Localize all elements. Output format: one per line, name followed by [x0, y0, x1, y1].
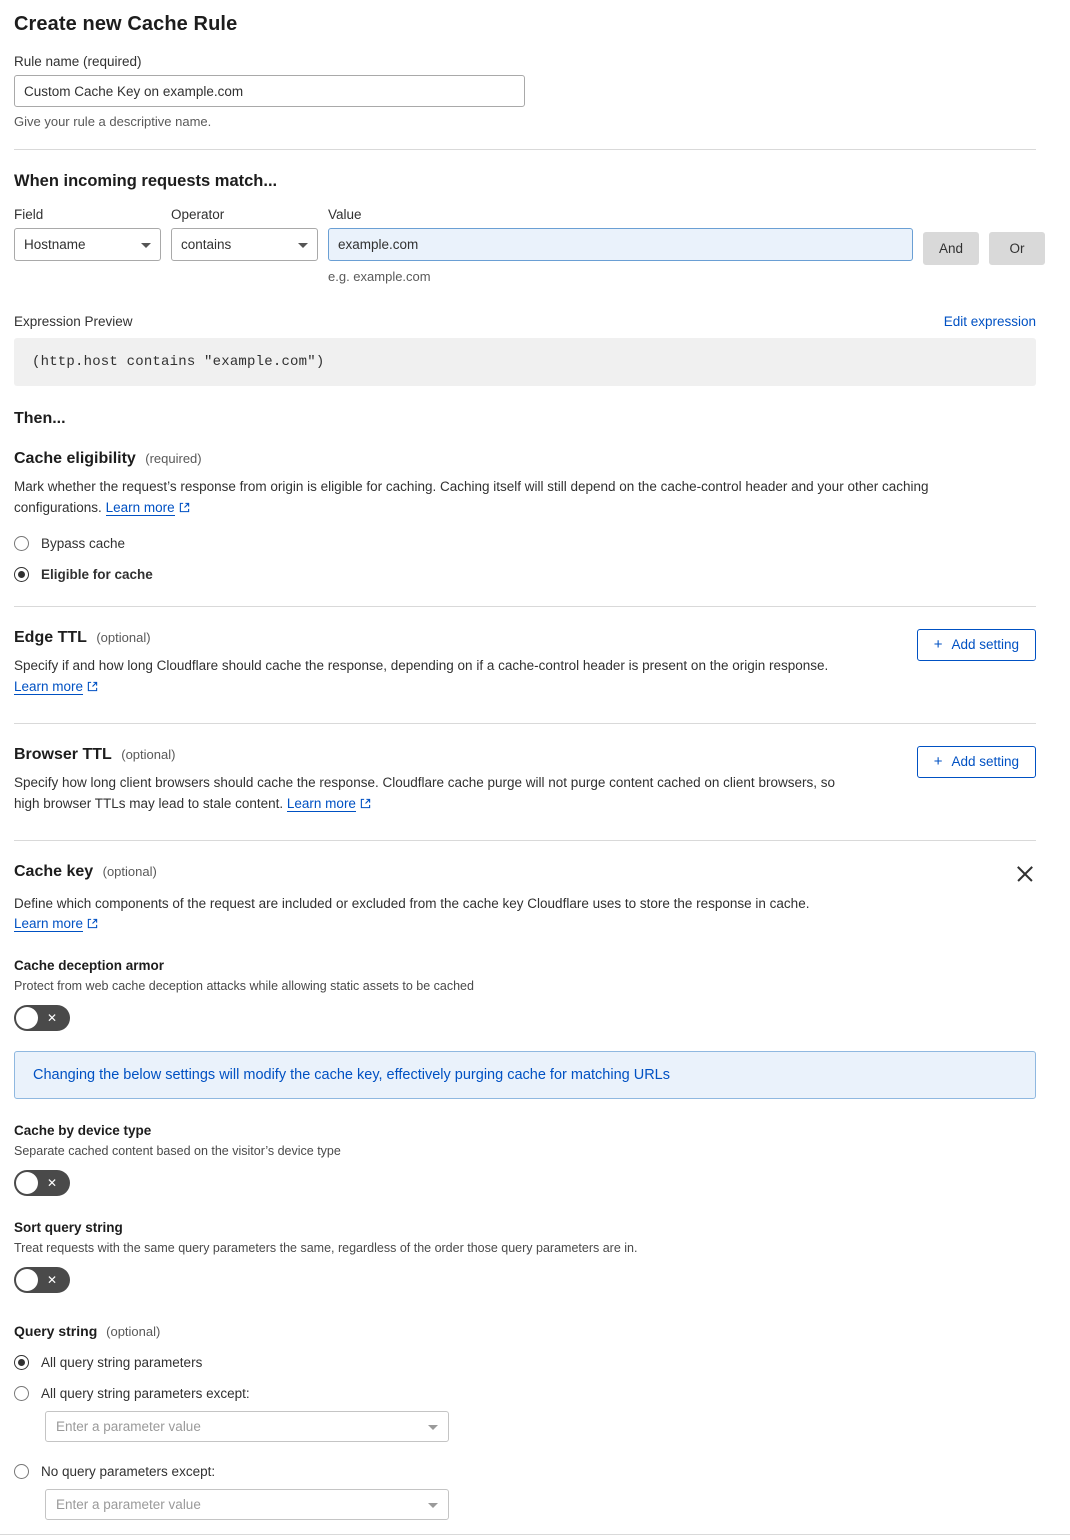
bottom-bar: [0, 1534, 1070, 1540]
cache-by-device-type-title: Cache by device type: [14, 1123, 152, 1139]
edge-ttl-add-setting-label: Add setting: [951, 637, 1019, 653]
cache-key-optional-tag: (optional): [102, 863, 157, 879]
cache-key-description: [14, 894, 894, 937]
then-heading: Then...: [14, 410, 66, 427]
value-column: [328, 207, 913, 284]
external-link-icon: [179, 499, 190, 520]
field-label: Field: [14, 207, 44, 222]
operator-label: Operator: [171, 207, 225, 222]
query-string-optional-tag: (optional): [106, 1324, 161, 1340]
rule-name-label: Rule name (required): [14, 54, 142, 69]
all-except-parameter-input[interactable]: [45, 1411, 449, 1442]
query-string-title: Query string: [14, 1323, 98, 1340]
operator-select[interactable]: [171, 228, 318, 261]
plus-icon: +: [933, 636, 943, 654]
toggle-knob: [16, 1269, 38, 1291]
edge-ttl-title-row: [14, 629, 844, 647]
match-heading: When incoming requests match...: [14, 172, 278, 190]
radio-eligible-for-cache[interactable]: [14, 567, 1036, 582]
page-title: Create new Cache Rule: [14, 13, 238, 35]
toggle-knob: [16, 1007, 38, 1029]
cache-by-device-type-toggle[interactable]: [14, 1170, 70, 1196]
radio-no-query-parameters-except-label: No query parameters except:: [41, 1464, 216, 1480]
radio-icon: [14, 1386, 29, 1401]
value-label: Value: [328, 207, 362, 222]
logic-buttons: [923, 232, 1045, 265]
radio-icon: [14, 1464, 29, 1479]
edge-ttl-description: [14, 656, 844, 699]
cache-eligibility-section: [14, 450, 1036, 582]
radio-icon: [14, 536, 29, 551]
edge-ttl-heading: Edge TTL: [14, 628, 87, 646]
expression-preview-label: Expression Preview: [14, 314, 133, 329]
match-row: [14, 207, 1036, 284]
browser-ttl-section: [14, 724, 1036, 816]
no-except-parameter-input[interactable]: [45, 1489, 449, 1520]
radio-all-query-string-parameters-except[interactable]: [14, 1386, 1036, 1401]
operator-column: [171, 207, 318, 261]
cache-eligibility-heading: Cache eligibility: [14, 450, 136, 467]
operator-select-value: contains: [181, 237, 232, 252]
cache-eligibility-required-tag: (required): [145, 451, 202, 466]
cache-eligibility-description: [14, 477, 1014, 520]
rule-name-group: [14, 54, 1036, 129]
value-input[interactable]: [328, 228, 913, 261]
cache-eligibility-description-text: Mark whether the request’s response from origin is eligible for caching. Caching itself will still depend on the cache-control header and your other caching configurations.: [14, 479, 929, 515]
field-column: [14, 207, 161, 261]
cache-eligibility-learn-more-link[interactable]: Learn more: [105, 499, 175, 515]
radio-all-query-string-parameters-except-label: All query string parameters except:: [41, 1386, 250, 1402]
browser-ttl-description-text: Specify how long client browsers should cache the response. Cloudflare cache purge will not purge content cached on client browsers, so high browser TTLs may lead to stale content.: [14, 774, 835, 811]
field-select[interactable]: [14, 228, 161, 261]
cache-key-heading: Cache key: [14, 862, 94, 880]
cache-by-device-type-group: [14, 1123, 1036, 1196]
browser-ttl-description: [14, 773, 844, 816]
edit-expression-link[interactable]: Edit expression: [943, 314, 1036, 329]
edge-ttl-learn-more-link[interactable]: Learn more: [14, 678, 84, 694]
radio-icon: [14, 1355, 29, 1370]
value-hint: e.g. example.com: [328, 269, 431, 284]
cache-eligibility-title-row: [14, 450, 1036, 468]
and-button[interactable]: And: [923, 232, 979, 265]
browser-ttl-add-setting-button[interactable]: [917, 746, 1036, 778]
cache-key-learn-more-link[interactable]: Learn more: [14, 916, 84, 932]
or-button[interactable]: Or: [989, 232, 1045, 265]
cache-deception-armor-title: Cache deception armor: [14, 958, 165, 974]
browser-ttl-heading: Browser TTL: [14, 745, 112, 763]
toggle-off-icon: ✕: [46, 1176, 57, 1191]
browser-ttl-learn-more-link[interactable]: Learn more: [286, 795, 356, 811]
edge-ttl-description-text: Specify if and how long Cloudflare should cache the response, depending on if a cache-control header is present on the origin response.: [14, 657, 829, 673]
cache-deception-armor-description: Protect from web cache deception attacks while allowing static assets to be cached: [14, 979, 474, 994]
cache-deception-armor-group: [14, 958, 1036, 1031]
expression-preview-box: (http.host contains "example.com"): [14, 338, 1036, 386]
sort-query-string-title: Sort query string: [14, 1220, 123, 1236]
radio-bypass-cache-label: Bypass cache: [41, 535, 126, 551]
chevron-down-icon: [298, 243, 308, 248]
toggle-off-icon: ✕: [46, 1273, 57, 1288]
cache-deception-armor-toggle[interactable]: [14, 1005, 70, 1031]
radio-bypass-cache[interactable]: [14, 536, 1036, 551]
cache-key-title-row: [14, 863, 1036, 885]
query-string-title-row: [14, 1323, 1036, 1339]
external-link-icon: [87, 915, 98, 936]
external-link-icon: [87, 678, 98, 699]
rule-name-input[interactable]: [14, 75, 525, 107]
radio-all-query-string-parameters[interactable]: [14, 1355, 1036, 1370]
cache-key-info-banner: Changing the below settings will modify the cache key, effectively purging cache for matching URLs: [14, 1051, 1036, 1099]
browser-ttl-title-row: [14, 746, 844, 764]
sort-query-string-group: [14, 1220, 1036, 1293]
chevron-down-icon: [141, 243, 151, 248]
toggle-knob: [16, 1172, 38, 1194]
toggle-off-icon: ✕: [46, 1011, 57, 1026]
chevron-down-icon: [428, 1425, 438, 1430]
browser-ttl-optional-tag: (optional): [121, 746, 176, 762]
no-except-parameter-placeholder: Enter a parameter value: [56, 1497, 201, 1513]
edge-ttl-section: [14, 607, 1036, 699]
divider-1: [14, 149, 1036, 150]
radio-icon: [14, 567, 29, 582]
cache-by-device-type-description: Separate cached content based on the visitor’s device type: [14, 1144, 341, 1159]
rule-name-hint: Give your rule a descriptive name.: [14, 114, 212, 129]
cache-key-section: [14, 841, 1036, 1521]
plus-icon: +: [933, 753, 943, 771]
edge-ttl-optional-tag: (optional): [96, 629, 151, 645]
radio-eligible-for-cache-label: Eligible for cache: [41, 566, 153, 582]
all-except-parameter-placeholder: Enter a parameter value: [56, 1419, 201, 1435]
cache-key-description-text: Define which components of the request are included or excluded from the cache key Cloudflare uses to store the response in cache.: [14, 895, 810, 911]
field-select-value: Hostname: [24, 237, 86, 252]
radio-all-query-string-parameters-label: All query string parameters: [41, 1355, 203, 1371]
cache-rule-form: [0, 13, 1070, 1540]
browser-ttl-add-setting-label: Add setting: [951, 754, 1019, 770]
close-icon[interactable]: [1014, 863, 1036, 885]
sort-query-string-toggle[interactable]: [14, 1267, 70, 1293]
external-link-icon: [360, 795, 371, 816]
chevron-down-icon: [428, 1503, 438, 1508]
expression-header: [14, 314, 1036, 329]
radio-no-query-parameters-except[interactable]: [14, 1464, 1036, 1479]
edge-ttl-add-setting-button[interactable]: [917, 629, 1036, 661]
sort-query-string-description: Treat requests with the same query parameters the same, regardless of the order those query parameters are in.: [14, 1241, 638, 1256]
